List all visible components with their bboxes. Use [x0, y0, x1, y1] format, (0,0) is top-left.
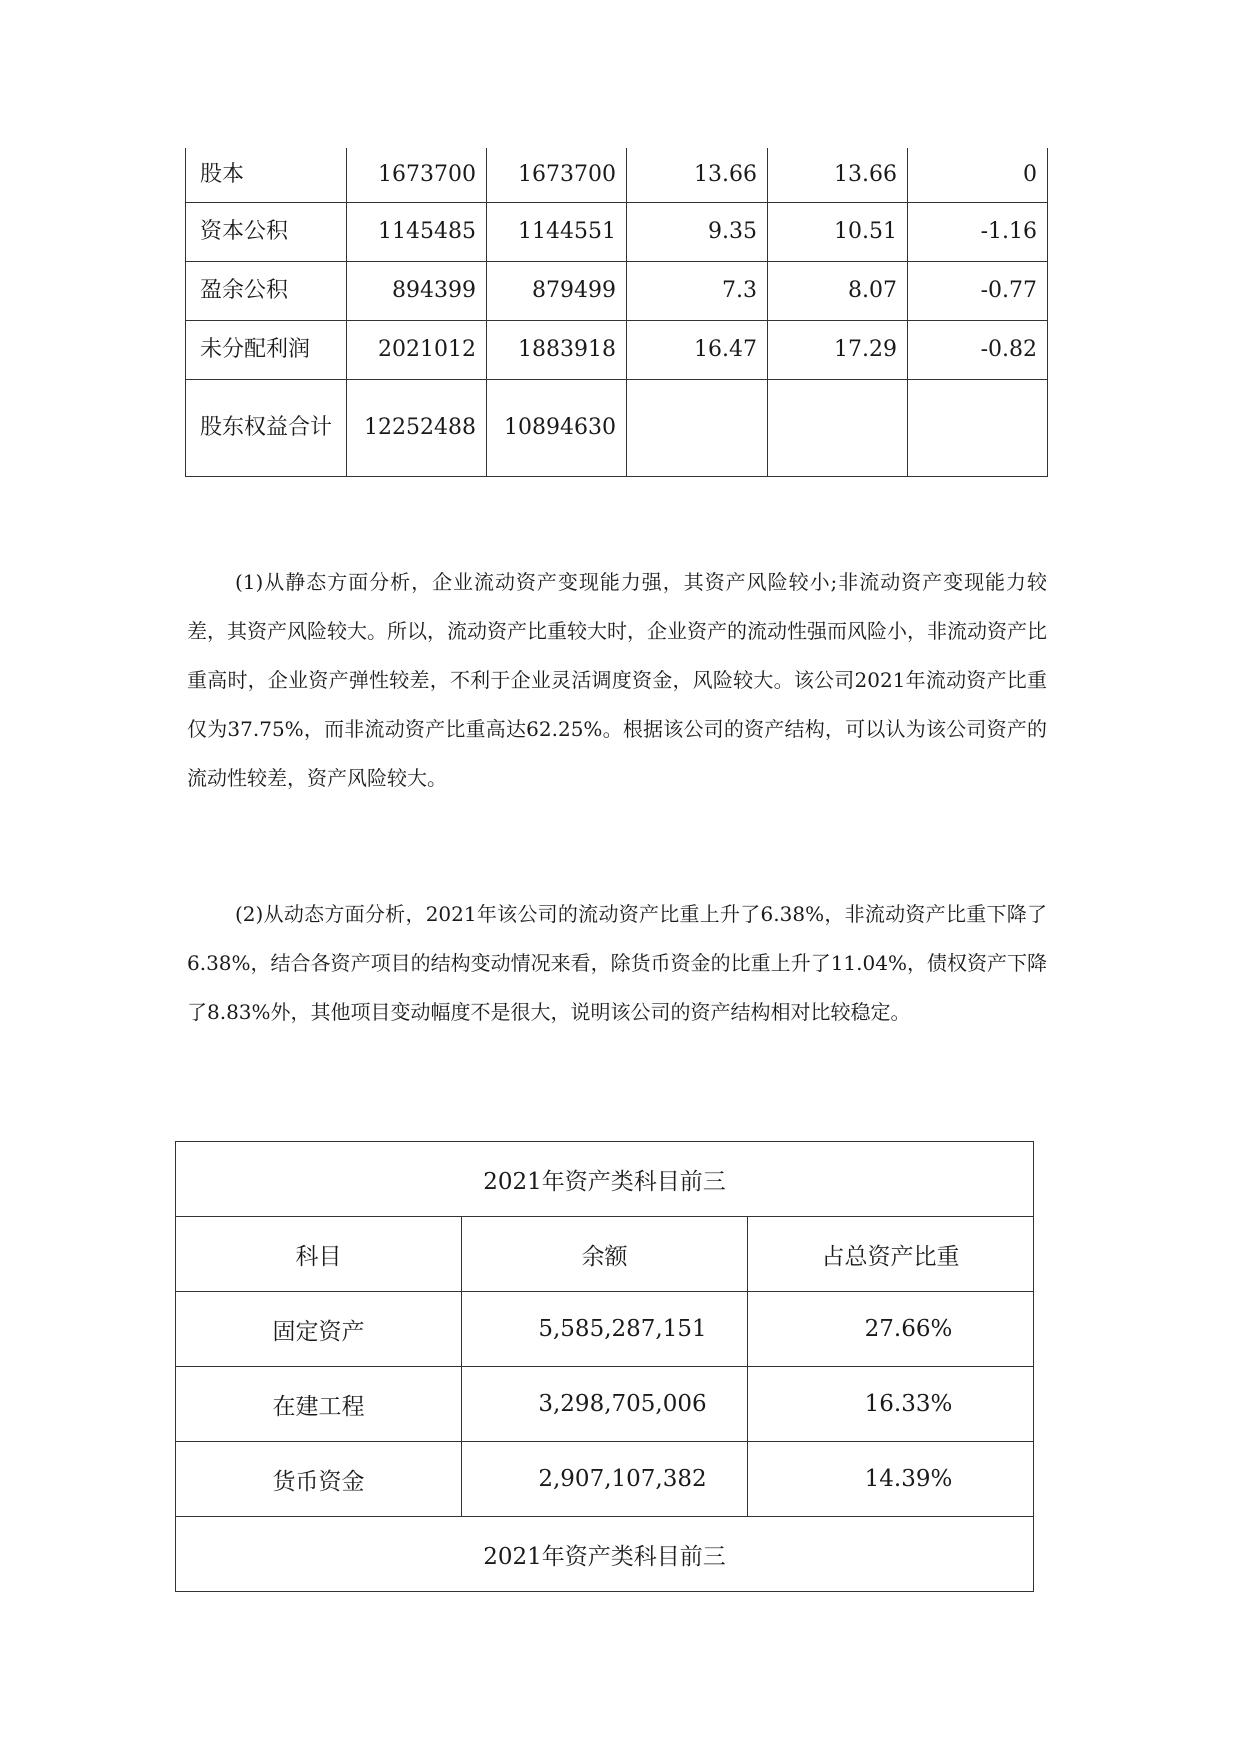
top-assets-table: [175, 1141, 1034, 1592]
amount-cell: 3,298,705,006: [462, 1367, 748, 1442]
cell-value: 1145485: [347, 202, 487, 261]
item-cell: 在建工程: [176, 1367, 462, 1442]
row-label: 资本公积: [186, 202, 347, 261]
cell-value: -1.16: [908, 202, 1048, 261]
row-label: 盈余公积: [186, 261, 347, 320]
static-analysis-paragraph: (1)从静态方面分析，企业流动资产变现能力强，其资产风险较小;非流动资产变现能力较差，其资产风险较大。所以，流动资产比重较大时，企业资产的流动性强而风险小，非流动资产比重高时，企业资产弹性较差，不利于企业灵活调度资金，风险较大。该公司2021年流动资产比重仅为37.75%，而非流动资产比重高达62.25%。根据该公司的资产结构，可以认为该公司资产的流动性较差，资产风险较大。: [187, 570, 1047, 790]
column-header: 余额: [462, 1217, 748, 1292]
ratio-cell: 27.66%: [748, 1292, 1034, 1367]
table-title-row: [176, 1142, 1034, 1217]
table-row: [186, 379, 1048, 476]
cell-value: [768, 379, 908, 476]
cell-value: [908, 379, 1048, 476]
ratio-cell: 14.39%: [748, 1442, 1034, 1517]
cell-value: 16.47: [627, 320, 768, 379]
table-row: [186, 202, 1048, 261]
cell-value: 10894630: [487, 379, 627, 476]
item-cell: 货币资金: [176, 1442, 462, 1517]
table-row: [186, 320, 1048, 379]
column-header: 科目: [176, 1217, 462, 1292]
amount-cell: 5,585,287,151: [462, 1292, 748, 1367]
row-label: 未分配利润: [186, 320, 347, 379]
cell-value: 13.66: [627, 148, 768, 202]
table-header-row: [176, 1217, 1034, 1292]
cell-value: 9.35: [627, 202, 768, 261]
cell-value: 8.07: [768, 261, 908, 320]
table-row: [176, 1292, 1034, 1367]
cell-value: -0.82: [908, 320, 1048, 379]
cell-value: 879499: [487, 261, 627, 320]
cell-value: 2021012: [347, 320, 487, 379]
cell-value: 7.3: [627, 261, 768, 320]
table-title: 2021年资产类科目前三: [176, 1142, 1034, 1217]
column-header: 占总资产比重: [748, 1217, 1034, 1292]
table-row: [186, 148, 1048, 202]
table-footer-row: [176, 1517, 1034, 1592]
cell-value: 10.51: [768, 202, 908, 261]
row-label: 股东权益合计: [186, 379, 347, 476]
table-row: [186, 261, 1048, 320]
cell-value: 894399: [347, 261, 487, 320]
equity-table: [185, 148, 1048, 477]
cell-value: 0: [908, 148, 1048, 202]
cell-value: 1673700: [347, 148, 487, 202]
cell-value: -0.77: [908, 261, 1048, 320]
item-cell: 固定资产: [176, 1292, 462, 1367]
table-row: [176, 1367, 1034, 1442]
dynamic-analysis-paragraph: (2)从动态方面分析，2021年该公司的流动资产比重上升了6.38%，非流动资产比重下降了6.38%，结合各资产项目的结构变动情况来看，除货币资金的比重上升了11.04%，债权资产下降了8.83%外，其他项目变动幅度不是很大，说明该公司的资产结构相对比较稳定。: [187, 902, 1047, 1024]
cell-value: [627, 379, 768, 476]
ratio-cell: 16.33%: [748, 1367, 1034, 1442]
row-label: 股本: [186, 148, 347, 202]
cell-value: 13.66: [768, 148, 908, 202]
cell-value: 12252488: [347, 379, 487, 476]
amount-cell: 2,907,107,382: [462, 1442, 748, 1517]
table-footer: 2021年资产类科目前三: [176, 1517, 1034, 1592]
table-row: [176, 1442, 1034, 1517]
cell-value: 1883918: [487, 320, 627, 379]
cell-value: 1144551: [487, 202, 627, 261]
cell-value: 17.29: [768, 320, 908, 379]
cell-value: 1673700: [487, 148, 627, 202]
